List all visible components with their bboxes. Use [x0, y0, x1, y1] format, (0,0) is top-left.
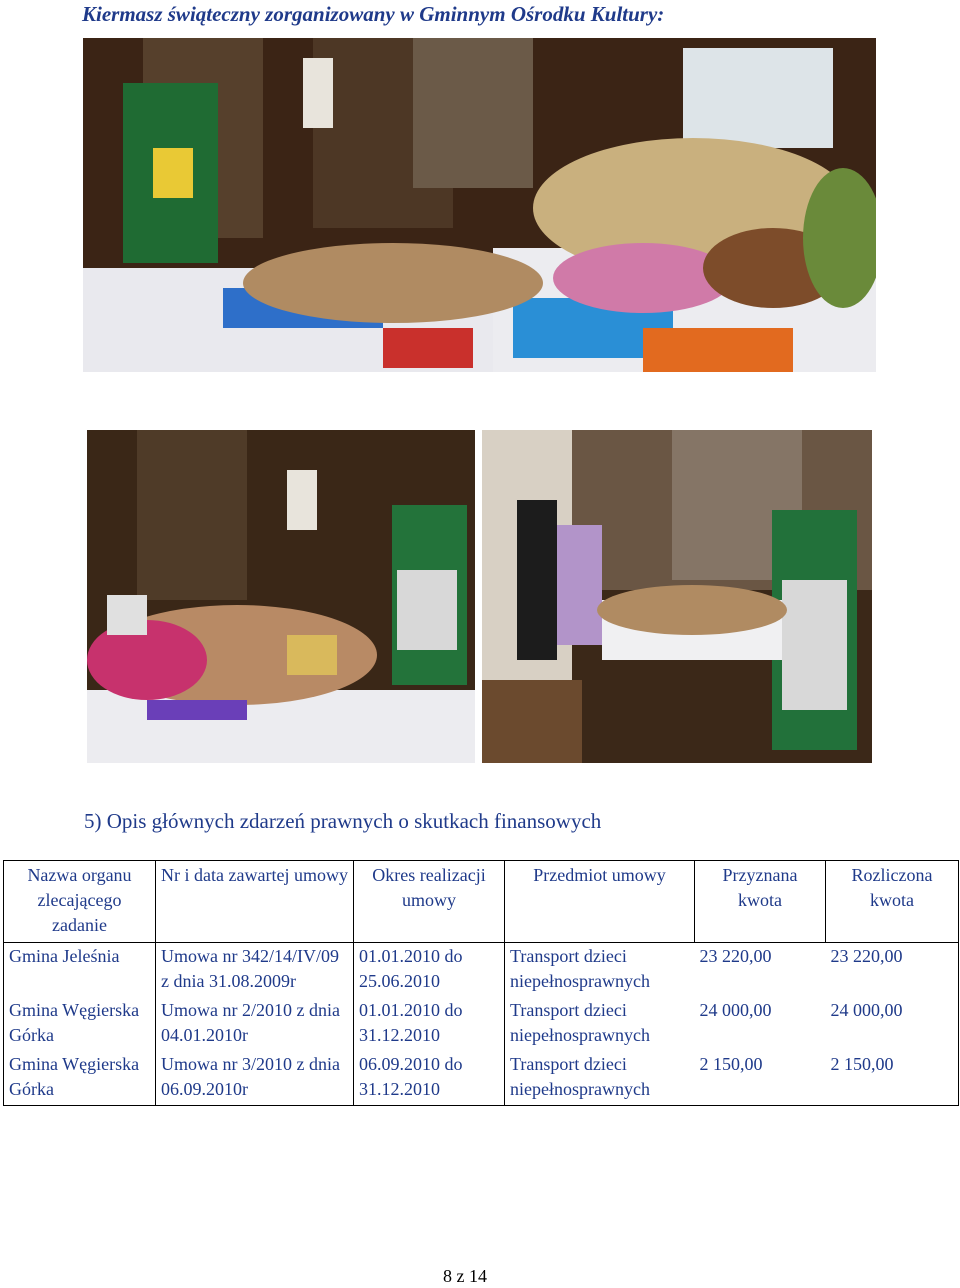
cell-umowa: Umowa nr 3/2010 z dnia 06.09.2010r [156, 1051, 354, 1106]
visitors-photo [482, 430, 872, 763]
cell-okres: 06.09.2010 do 31.12.2010 [354, 1051, 505, 1106]
header-organ: Nazwa organu zlecającego zadanie [4, 861, 156, 943]
cell-okres: 01.01.2010 do 25.06.2010 [354, 943, 505, 998]
cell-rozliczona: 2 150,00 [826, 1051, 959, 1106]
header-umowa: Nr i data zawartej umowy [156, 861, 354, 943]
cell-rozliczona: 24 000,00 [826, 997, 959, 1051]
cell-rozliczona: 23 220,00 [826, 943, 959, 998]
page-heading: Kiermasz świąteczny zorganizowany w Gminnym Ośrodku Kultury: [82, 2, 665, 26]
table-row [4, 1051, 959, 1106]
cell-przyznana: 24 000,00 [699, 1000, 772, 1020]
section-title: 5) Opis głównych zdarzeń prawnych o skutkach finansowych [84, 809, 602, 833]
display-table-photo [87, 430, 475, 763]
header-przedmiot: Przedmiot umowy [505, 861, 695, 943]
header-rozliczona: Rozliczona kwota [826, 861, 959, 943]
header-okres: Okres realizacji umowy [354, 861, 505, 943]
cell-organ: Gmina Węgierska Górka [4, 1051, 156, 1106]
cell-umowa: Umowa nr 342/14/IV/09 z dnia 31.08.2009r [156, 943, 354, 998]
table-row [4, 997, 959, 1051]
header-przyznana: Przyznana kwota [695, 861, 826, 943]
cell-przedmiot: Transport dzieci niepełnosprawnych [510, 946, 650, 991]
cell-przedmiot: Transport dzieci niepełnosprawnych [510, 1000, 650, 1045]
table-row [4, 943, 959, 998]
page-number: 8 z 14 [443, 1266, 487, 1286]
cell-przyznana: 23 220,00 [699, 946, 772, 966]
cell-okres: 01.01.2010 do 31.12.2010 [354, 997, 505, 1051]
cell-organ: Gmina Węgierska Górka [4, 997, 156, 1051]
cell-przyznana: 2 150,00 [695, 1051, 826, 1106]
table-header-row [4, 861, 959, 943]
legal-events-table [3, 860, 959, 1106]
cell-przedmiot: Transport dzieci niepełnosprawnych [505, 1051, 695, 1106]
cell-organ: Gmina Jeleśnia [4, 943, 156, 998]
cell-umowa: Umowa nr 2/2010 z dnia 04.01.2010r [156, 997, 354, 1051]
market-table-photo [83, 38, 876, 372]
